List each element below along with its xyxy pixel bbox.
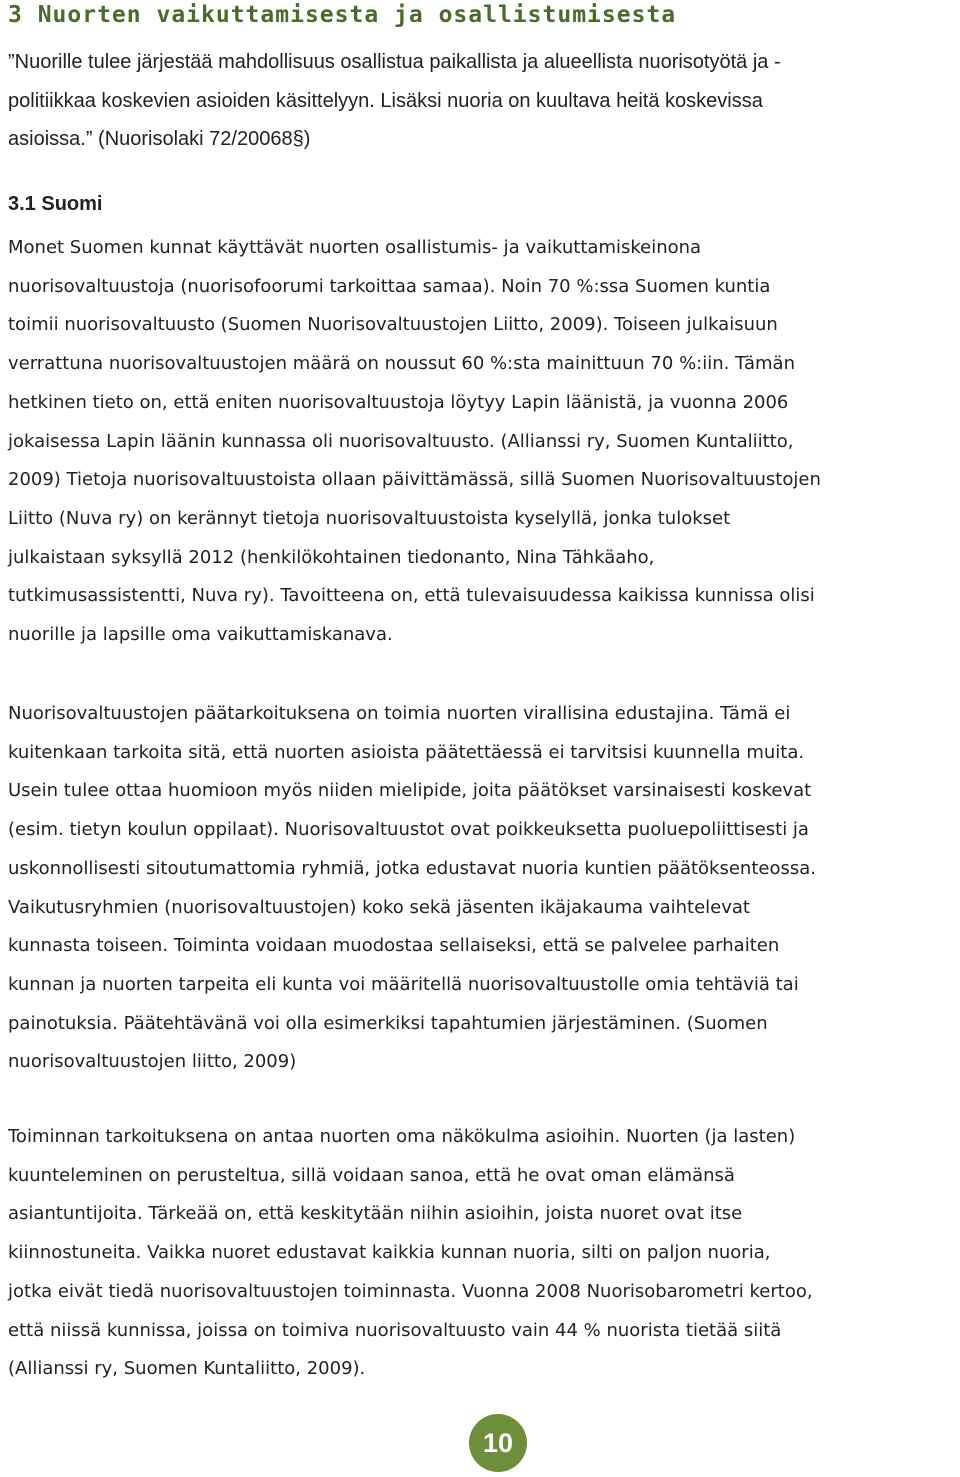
text-line: (esim. tietyn koulun oppilaat). Nuorisovaltuustot ovat poikkeuksetta puoluepoliittisesti ja — [8, 819, 809, 841]
text-line: politiikkaa koskevien asioiden käsittelyyn. Lisäksi nuoria on kuultava heitä koskevissa — [8, 89, 763, 112]
chapter-heading: 3 Nuorten vaikuttamisesta ja osallistumisesta — [8, 2, 677, 28]
text-line: kuitenkaan tarkoita sitä, että nuorten asioista päätettäessä ei tarvitsisi kuunnella muita. — [8, 741, 805, 763]
text-line: että niissä kunnissa, joissa on toimiva nuorisovaltuusto vain 44 % nuorista tietää siitä — [8, 1319, 782, 1341]
text-line: uskonnollisesti sitoutumattomia ryhmiä, jotka edustavat nuoria kuntien päätöksenteossa. — [8, 857, 816, 879]
text-line: 2009) Tietoja nuorisovaltuustoista ollaan päivittämässä, sillä Suomen Nuorisovaltuustojen — [8, 469, 821, 491]
text-line: nuorille ja lapsille oma vaikuttamiskanava. — [8, 624, 393, 645]
text-line: toimii nuorisovaltuusto (Suomen Nuorisovaltuustojen Liitto, 2009). Toiseen julkaisuun — [8, 314, 778, 336]
text-line: hetkinen tieto on, että eniten nuorisovaltuustoja löytyy Lapin läänistä, ja vuonna 2006 — [8, 391, 789, 413]
text-line: jokaisessa Lapin läänin kunnassa oli nuorisovaltuusto. (Allianssi ry, Suomen Kuntaliitto, — [8, 430, 794, 452]
text-line: (Allianssi ry, Suomen Kuntaliitto, 2009). — [8, 1358, 366, 1380]
text-line: ”Nuorille tulee järjestää mahdollisuus osallistua paikallista ja alueellista nuorisotyötä ja - — [8, 51, 781, 73]
text-line: nuorisovaltuustoja (nuorisofoorumi tarkoittaa samaa). Noin 70 %:ssa Suomen kuntia — [8, 275, 771, 297]
text-line: tutkimusassistentti, Nuva ry). Tavoitteena on, että tulevaisuudessa kaikissa kunnissa olisi — [8, 585, 815, 607]
text-line: painotuksia. Päätehtävänä voi olla esimerkiksi tapahtumien järjestäminen. (Suomen — [8, 1012, 768, 1034]
text-line: Liitto (Nuva ry) on kerännyt tietoja nuorisovaltuustoista kyselyllä, jonka tulokset — [8, 507, 731, 529]
text-line: jotka eivät tiedä nuorisovaltuustojen toiminnasta. Vuonna 2008 Nuorisobarometri kertoo, — [8, 1280, 813, 1302]
text-line: kunnasta toiseen. Toiminta voidaan muodostaa sellaiseksi, että se palvelee parhaiten — [8, 935, 780, 957]
text-line: kiinnostuneita. Vaikka nuoret edustavat kaikkia kunnan nuoria, silti on paljon nuoria, — [8, 1242, 771, 1264]
text-line: asiantuntijoita. Tärkeää on, että keskitytään niihin asioihin, joista nuoret ovat itse — [8, 1203, 743, 1225]
text-line: nuorisovaltuustojen liitto, 2009) — [8, 1051, 297, 1073]
section-heading: 3.1 Suomi — [8, 193, 103, 215]
text-line: verrattuna nuorisovaltuustojen määrä on noussut 60 %:sta mainittuun 70 %:iin. Tämän — [8, 353, 795, 375]
text-line: Toiminnan tarkoituksena on antaa nuorten oma näkökulma asioihin. Nuorten (ja lasten) — [8, 1126, 796, 1147]
text-line: Nuorisovaltuustojen päätarkoituksena on toimia nuorten virallisina edustajina. Tämä ei — [8, 703, 791, 724]
page-number-badge: 10 — [469, 1414, 527, 1472]
text-line: kuunteleminen on perusteltua, sillä voidaan sanoa, että he ovat oman elämänsä — [8, 1164, 735, 1186]
text-line: kunnan ja nuorten tarpeita eli kunta voi määritellä nuorisovaltuustolle omia tehtäviä tai — [8, 973, 799, 995]
text-line: Usein tulee ottaa huomioon myös niiden mielipide, joita päätökset varsinaisesti koskevat — [8, 780, 812, 802]
text-line: Monet Suomen kunnat käyttävät nuorten osallistumis- ja vaikuttamiskeinona — [8, 237, 702, 258]
text-line: asioissa.” (Nuorisolaki 72/20068§) — [8, 128, 311, 150]
text-line: julkaistaan syksyllä 2012 (henkilökohtainen tiedonanto, Nina Tähkäaho, — [8, 546, 655, 568]
text-line: Vaikutusryhmien (nuorisovaltuustojen) koko sekä jäsenten ikäjakauma vaihtelevat — [8, 896, 750, 918]
